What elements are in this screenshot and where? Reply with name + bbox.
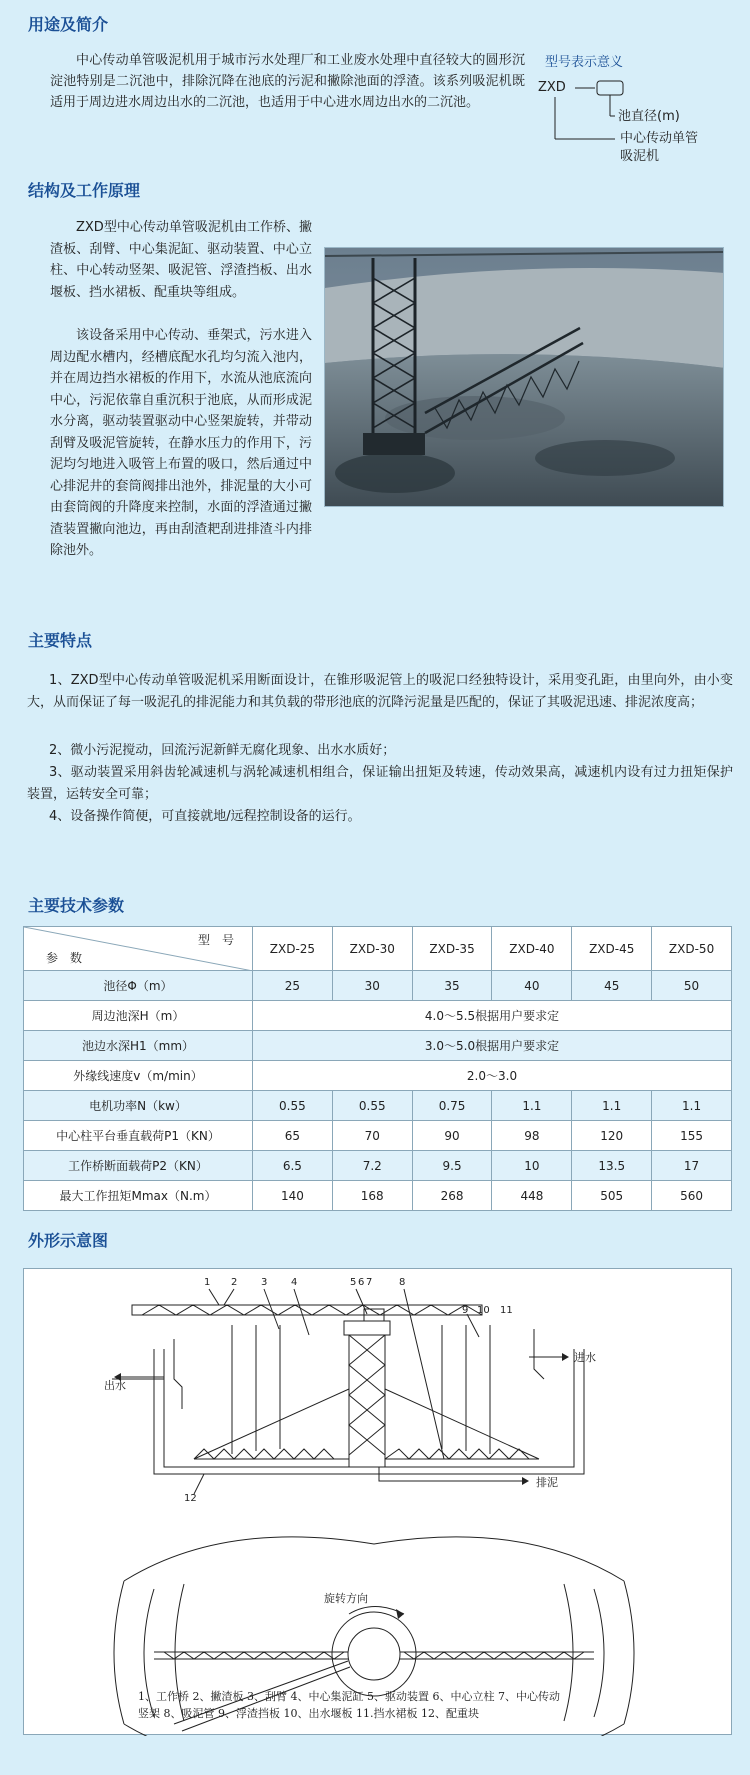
- table-cell: 0.75: [412, 1091, 492, 1121]
- inlet-label: 进水: [574, 1351, 596, 1364]
- table-cell: 25: [253, 971, 333, 1001]
- outline-drawing: [23, 1268, 732, 1735]
- header-model-label: 型 号: [197, 933, 234, 947]
- model-header-cell: ZXD-25: [253, 927, 333, 971]
- caption-line-1: 1、工作桥 2、撇渣板 3、刮臂 4、中心集泥缸 5、驱动装置 6、中心立柱 7、中心传动: [138, 1690, 560, 1703]
- header-diagonal-cell: [24, 927, 253, 971]
- table-cell: 505: [572, 1181, 652, 1211]
- table-row: [24, 1061, 732, 1091]
- feature-item-1: 1、ZXD型中心传动单管吸泥机采用断面设计，在锥形吸泥管上的吸泥口经独特设计，采用变孔距，由里向外，由小变大，从而保证了每一吸泥孔的排泥能力和其负载的带形池底的沉降污泥量是匹配的，保证了其吸泥迅速、排泥浓度高；: [27, 673, 733, 710]
- drawing-lines: [24, 1269, 733, 1736]
- table-cell: 9.5: [412, 1151, 492, 1181]
- table-cell: 140: [253, 1181, 333, 1211]
- table-cell: 0.55: [253, 1091, 333, 1121]
- rotation-label: 旋转方向: [324, 1592, 368, 1605]
- model-legend: [535, 54, 735, 174]
- row-label: 最大工作扭矩Mmax（N.m）: [24, 1181, 253, 1211]
- callout-label: 8: [399, 1277, 406, 1288]
- table-row: [24, 1001, 732, 1031]
- row-label: 电机功率N（kw）: [24, 1091, 253, 1121]
- row-label: 中心柱平台垂直载荷P1（KN）: [24, 1121, 253, 1151]
- callout-label: 1: [204, 1277, 211, 1288]
- table-row: [24, 971, 732, 1001]
- table-cell: 50: [652, 971, 732, 1001]
- table-cell: 560: [652, 1181, 732, 1211]
- table-cell: 168: [332, 1181, 412, 1211]
- table-cell: 120: [572, 1121, 652, 1151]
- callout-label: 6: [358, 1277, 365, 1288]
- model-header-cell: ZXD-45: [572, 927, 652, 971]
- params-table: [23, 926, 732, 1211]
- model-header-cell: ZXD-30: [332, 927, 412, 971]
- table-cell: 98: [492, 1121, 572, 1151]
- table-cell: 0.55: [332, 1091, 412, 1121]
- callout-label: 10: [477, 1305, 490, 1316]
- table-cell: 448: [492, 1181, 572, 1211]
- section-title-drawing: 外形示意图: [28, 1231, 109, 1250]
- table-cell: 7.2: [332, 1151, 412, 1181]
- table-cell: 17: [652, 1151, 732, 1181]
- table-header-row: [24, 927, 732, 971]
- callout-label: 9: [462, 1305, 469, 1316]
- model-prefix: ZXD: [538, 80, 566, 95]
- table-cell: 65: [253, 1121, 333, 1151]
- section-title-params: 主要技术参数: [28, 896, 125, 915]
- section-title-intro: 用途及简介: [28, 15, 109, 34]
- callout-label: 12: [184, 1493, 197, 1504]
- outlet-label: 出水: [104, 1379, 126, 1392]
- table-cell: 6.5: [253, 1151, 333, 1181]
- row-label: 池径Φ（m）: [24, 971, 253, 1001]
- row-label: 池边水深H1（mm）: [24, 1031, 253, 1061]
- table-row: [24, 1091, 732, 1121]
- row-label: 外缘线速度v（m/min）: [24, 1061, 253, 1091]
- equipment-photo: [324, 247, 724, 507]
- table-cell: 35: [412, 971, 492, 1001]
- feature-item-3: 3、驱动装置采用斜齿轮减速机与涡轮减速机相组合，保证输出扭矩及转速，传动效果高，减速机内设有过力扭矩保护装置，运转安全可靠；: [27, 765, 733, 802]
- row-label: 工作桥断面载荷P2（KN）: [24, 1151, 253, 1181]
- table-cell: 1.1: [572, 1091, 652, 1121]
- section-title-features: 主要特点: [28, 631, 93, 650]
- table-row: [24, 1121, 732, 1151]
- table-cell-merged: 3.0～5.0根据用户要求定: [253, 1031, 732, 1061]
- callout-label: 2: [231, 1277, 238, 1288]
- model-header-cell: ZXD-50: [652, 927, 732, 971]
- table-cell: 13.5: [572, 1151, 652, 1181]
- callout-label: 11: [500, 1305, 513, 1316]
- feature-item-4: 4、设备操作简便，可直接就地/远程控制设备的运行。: [49, 809, 361, 824]
- structure-paragraph-2: 该设备采用中心传动、垂架式，污水进入周边配水槽内，经槽底配水孔均匀流入池内，并在周边挡水裙板的作用下，水流从池底流向中心，污泥依靠自重沉积于池底，从而形成泥水分离，驱动装置驱动中心竖架旋转，并带动刮臂及吸泥管旋转，在静水压力的作用下，污泥均匀地进入吸管上布置的吸口，然后通过中心排泥井的套筒阀排出池外，排泥量的大小可由套筒阀的升降度来控制，水面的浮渣通过撇渣装置撇向池边，再由刮渣耙刮进排渣斗内排除池外。: [50, 328, 312, 558]
- table-cell: 30: [332, 971, 412, 1001]
- table-row: [24, 1181, 732, 1211]
- model-legend-title: 型号表示意义: [545, 55, 624, 70]
- drawing-caption: [138, 1688, 698, 1722]
- table-row: [24, 1031, 732, 1061]
- table-row: [24, 1151, 732, 1181]
- callout-label: 3: [261, 1277, 268, 1288]
- table-cell: 1.1: [652, 1091, 732, 1121]
- table-cell: 155: [652, 1121, 732, 1151]
- table-cell: 45: [572, 971, 652, 1001]
- intro-text: 中心传动单管吸泥机用于城市污水处理厂和工业废水处理中直径较大的圆形沉淀池特别是二沉池中，排除沉降在池底的污泥和撇除池面的浮渣。该系列吸泥机既适用于周边进水周边出水的二沉池，也适用于中心进水周边出水的二沉池。: [50, 53, 525, 110]
- callout-label: 4: [291, 1277, 298, 1288]
- table-cell: 1.1: [492, 1091, 572, 1121]
- caption-line-2: 竖架 8、吸泥管 9、浮渣挡板 10、出水堰板 11.挡水裙板 12、配重块: [138, 1707, 479, 1720]
- structure-paragraph-1: ZXD型中心传动单管吸泥机由工作桥、撇渣板、刮臂、中心集泥缸、驱动装置、中心立柱、中心转动竖架、吸泥管、浮渣挡板、出水堰板、挡水裙板、配重块等组成。: [50, 220, 312, 300]
- row-label: 周边池深H（m）: [24, 1001, 253, 1031]
- table-cell-merged: 4.0～5.5根据用户要求定: [253, 1001, 732, 1031]
- sludge-label: 排泥: [536, 1476, 558, 1489]
- model-header-cell: ZXD-35: [412, 927, 492, 971]
- section-title-structure: 结构及工作原理: [28, 181, 141, 200]
- table-cell: 40: [492, 971, 572, 1001]
- table-cell: 90: [412, 1121, 492, 1151]
- callout-label: 7: [366, 1277, 373, 1288]
- table-cell: 268: [412, 1181, 492, 1211]
- feature-item-2: 2、微小污泥搅动，回流污泥新鲜无腐化现象、出水水质好；: [49, 743, 396, 758]
- table-cell: 70: [332, 1121, 412, 1151]
- table-cell: 10: [492, 1151, 572, 1181]
- table-cell-merged: 2.0～3.0: [253, 1061, 732, 1091]
- model-diameter-label: 池直径(m): [618, 109, 680, 124]
- model-name-label: 中心传动单管吸泥机: [620, 131, 699, 164]
- callout-label: 5: [350, 1277, 357, 1288]
- model-header-cell: ZXD-40: [492, 927, 572, 971]
- header-param-label: 参 数: [46, 951, 83, 965]
